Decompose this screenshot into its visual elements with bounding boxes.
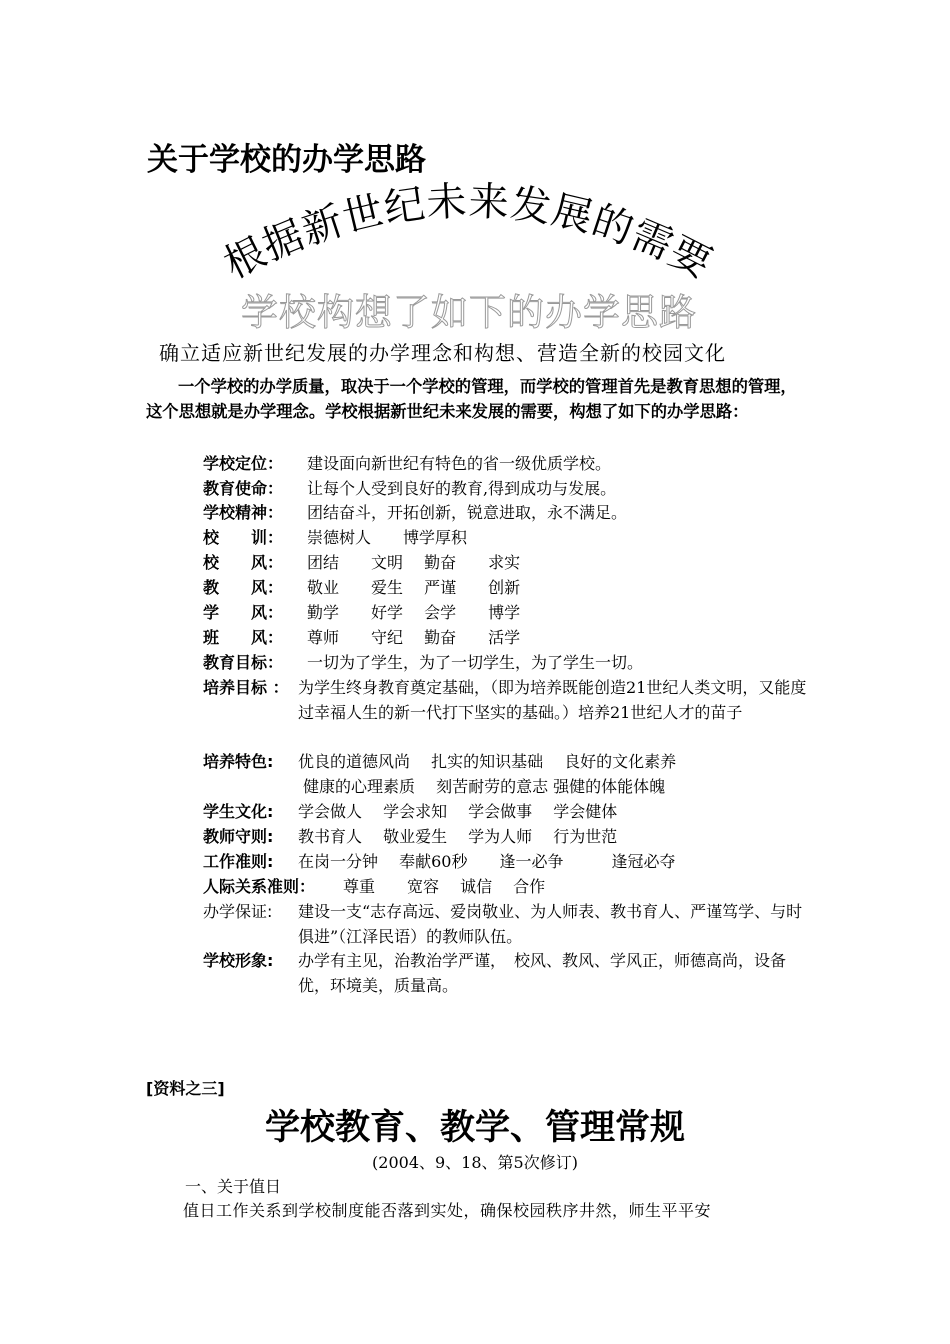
- item-value-line2: 健康的心理素质 刻苦耐劳的意志 强健的体能体魄: [303, 777, 666, 796]
- item-value: 勤学 好学 会学 博学: [307, 603, 521, 622]
- revision-note: (2004、9、18、第5次修订): [372, 1153, 578, 1172]
- svg-text:根据新世纪未来发展的需要: [217, 179, 719, 288]
- item-label: 教 风：: [203, 578, 284, 597]
- item-value-line1: 优良的道德风尚 扎实的知识基础 良好的文化素养: [298, 752, 677, 771]
- item-label: 校 风：: [203, 553, 284, 572]
- item-label: 培养特色:: [203, 752, 274, 771]
- item-label: 学校定位：: [203, 454, 284, 473]
- item-value: 尊师 守纪 勤奋 活学: [307, 628, 521, 647]
- item-value: 团结 文明 勤奋 求实: [307, 553, 521, 572]
- item-label: 办学保证:: [203, 902, 273, 921]
- item-label: 学 风：: [203, 603, 284, 622]
- section1-paragraph: 值日工作关系到学校制度能否落到实处，确保校园秩序井然，师生平平安: [183, 1201, 712, 1220]
- item-value: 在岗一分钟 奉献60秒 逢一必争 逢冠必夺: [298, 852, 676, 871]
- reference-label: [资料之三]: [146, 1079, 225, 1098]
- outlined-subheading: 学校构想了如下的办学思路: [241, 291, 697, 334]
- item-label: 人际关系准则：: [203, 877, 316, 896]
- item-label: 学校形象:: [203, 951, 274, 970]
- item-value: 建设一支“志存高远、爱岗敬业、为人师表、教书育人、严谨笃学、与时俱进”（江泽民语）的教师队伍。: [298, 902, 803, 946]
- item-value: 学会做人 学会求知 学会做事 学会健体: [298, 802, 618, 821]
- section-title: 学校教育、教学、管理常规: [264, 1108, 685, 1148]
- item-value: 崇德树人 博学厚积: [307, 528, 468, 547]
- item-value: 一切为了学生，为了一切学生，为了学生一切。: [307, 653, 644, 672]
- arc-heading-text: 根据新世纪未来发展的需要: [216, 178, 720, 289]
- item-value: 教书育人 敬业爱生 学为人师 行为世范: [298, 827, 618, 846]
- item-value: 让每个人受到良好的教育,得到成功与发展。: [307, 479, 617, 498]
- item-value: 团结奋斗，开拓创新，锐意进取，永不满足。: [307, 503, 628, 522]
- intro-paragraph: 一个学校的办学质量，取决于一个学校的管理，而学校的管理首先是教育思想的管理，这个思想就是办学理念。学校根据新世纪未来发展的需要，构想了如下的办学思路：: [146, 377, 797, 421]
- item-label: 培养目标 ：: [203, 678, 289, 697]
- slogan: 确立适应新世纪发展的办学理念和构想、营造全新的校园文化: [159, 341, 726, 365]
- item-label: 班 风：: [203, 628, 284, 647]
- section1-heading: 一、关于值日: [185, 1177, 282, 1196]
- item-label: 教师守则:: [203, 827, 274, 846]
- item-value: 建设面向新世纪有特色的省一级优质学校。: [307, 454, 612, 473]
- item-label: 教育目标：: [203, 653, 284, 672]
- page-title: 关于学校的办学思路: [147, 142, 426, 178]
- item-label: 学校精神：: [203, 503, 284, 522]
- item-label: 工作准则:: [203, 852, 274, 871]
- arc-heading: [0, 160, 950, 300]
- item-value: 为学生终身教育奠定基础，（即为培养既能创造21世纪人类文明，又能度过幸福人生的新一代打下坚实的基础。）培养21世纪人才的苗子: [298, 678, 807, 722]
- item-label: 教育使命：: [203, 479, 284, 498]
- item-label: 校 训：: [203, 528, 284, 547]
- item-value: 敬业 爱生 严谨 创新: [307, 578, 521, 597]
- item-value: 尊重 宽容 诚信 合作: [343, 877, 546, 896]
- item-label: 学生文化:: [203, 802, 274, 821]
- item-value: 办学有主见，治教治学严谨， 校风、教风、学风正，师德高尚，设备优，环境美，质量高。: [298, 951, 787, 995]
